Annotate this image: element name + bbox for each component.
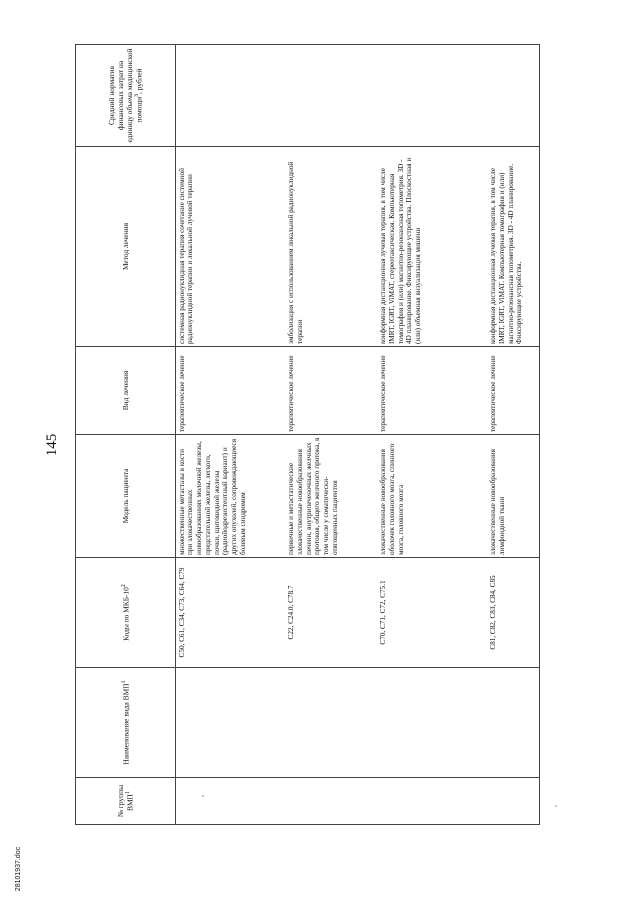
header-type-name: Наименование вида ВМП$^1$ — [76, 668, 176, 778]
rotated-table-sheet — [75, 45, 535, 825]
scan-speck — [555, 805, 557, 807]
cell-icd-codes: C50, C61, C34, C73, C64, C79 — [176, 558, 286, 668]
vmp-table — [75, 44, 540, 825]
cell-treatment-method: системная радионуклидная терапия сочетание системной радионуклидной терапии и локальной лучевой терапии — [176, 147, 286, 347]
cell-treatment-type: терапевтическое лечение — [488, 347, 540, 435]
page-number: 145 — [44, 433, 60, 457]
cell-treatment-method: конформная дистанционная лучевая терапия, в том числе IMRT, IGRT, ViMAT, стереотаксическая. Компьютерная томография и (или) магнитно-резонансная топометрия. 3D - 4D планирование. Фиксирующие устройства. Плоскостная и (или) объемная визуализация мишени — [378, 147, 488, 347]
header-patient-model: Модель пациента — [76, 435, 176, 558]
header-avg-cost: Средний норматив финансовых затрат на единицу объема медицинской помощи$^3$, рублей — [76, 45, 176, 147]
header-icd-codes: Коды по МКБ-$10^2$ — [76, 558, 176, 668]
cell-icd-codes: C81, C82, C83, C84, C85 — [488, 558, 540, 668]
cell-group-no — [286, 778, 378, 825]
cell-icd-codes: C70, C71, C72, C75.1 — [378, 558, 488, 668]
cell-treatment-type: терапевтическое лечение — [378, 347, 488, 435]
header-treatment-type: Вид лечения — [76, 347, 176, 435]
table-header-row — [76, 45, 176, 825]
cell-treatment-type: терапевтическое лечение — [176, 347, 286, 435]
cell-treatment-method: конформная дистанционная лучевая терапия, в том числе IMRT, IGRT, ViMAT. Компьютерная томография и (или) магнитно-резонансная топометрия. 3D - 4D планирование. Фиксирующие устройства. — [488, 147, 540, 347]
cell-avg-cost — [488, 45, 540, 147]
header-group-no: № группы ВМП$^1$ — [76, 778, 176, 825]
footer-doc-code: 28101937.doc — [15, 846, 22, 892]
cell-patient-model: множественные метастазы в кости при злокачественных новообразованиях молочной железы, предстательной железы, легкого, почки, щитовидной железы (радиойодрезистентный вариант) и других опухолей, сопровождающиеся болевым синдромом — [176, 435, 286, 558]
cell-type-name — [488, 668, 540, 778]
scan-speck — [202, 795, 204, 797]
cell-type-name — [176, 668, 286, 778]
cell-icd-codes: C22, C24.0, C78.7 — [286, 558, 378, 668]
cell-type-name — [286, 668, 378, 778]
table-row — [286, 45, 378, 825]
cell-group-no — [488, 778, 540, 825]
table-row — [488, 45, 540, 825]
cell-avg-cost — [378, 45, 488, 147]
header-treatment-method: Метод лечения — [76, 147, 176, 347]
table-row — [378, 45, 488, 825]
cell-patient-model: злокачественные новообразования лимфоидной ткани — [488, 435, 540, 558]
cell-patient-model: первичные и метастатические злокачественные новообразования печени, внутрипеченочных желчных протоков, общего желчного протока, в том числе у соматически-отягощенных пациентов — [286, 435, 378, 558]
cell-type-name — [378, 668, 488, 778]
cell-avg-cost — [176, 45, 286, 147]
cell-avg-cost — [286, 45, 378, 147]
cell-patient-model: злокачественные новообразования оболочек головного мозга, спинного мозга, головного мозга — [378, 435, 488, 558]
cell-group-no — [176, 778, 286, 825]
cell-treatment-method: эмболизация с использованием локальной радионуклидной терапии — [286, 147, 378, 347]
table-row — [176, 45, 286, 825]
cell-treatment-type: терапевтическое лечение — [286, 347, 378, 435]
cell-group-no — [378, 778, 488, 825]
